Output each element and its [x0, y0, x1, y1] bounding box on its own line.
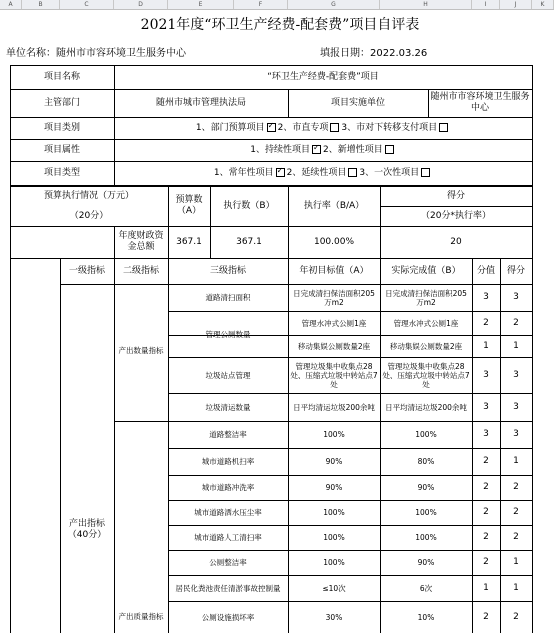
indicator-points[interactable]: 2	[483, 482, 489, 492]
type-opt-3: 3、一次性项目	[359, 167, 420, 178]
indicator-actual[interactable]: 日完成清扫保洁面积205万m2	[385, 288, 467, 307]
project-name-value[interactable]: “环卫生产经费-配套费”项目	[267, 71, 379, 82]
indicator-score[interactable]: 1	[513, 340, 519, 351]
indicator-score[interactable]: 1	[513, 456, 519, 466]
budget-label: 预算执行情况（万元）	[43, 190, 134, 201]
indicator-points[interactable]: 3	[483, 369, 489, 380]
indicator-target[interactable]: 日平均清运垃圾200余吨	[293, 402, 375, 412]
col-header[interactable]: B	[22, 0, 60, 9]
dept-label: 主管部门	[43, 97, 80, 108]
col-header[interactable]: I	[472, 0, 500, 9]
indicator-points[interactable]: 1	[483, 582, 489, 593]
category-opt-1: 1、部门预算项目	[195, 122, 265, 133]
indicator-target[interactable]: 移动集娱公厕数量2座	[297, 341, 371, 351]
indicator-score[interactable]: 2	[513, 317, 519, 328]
score-value[interactable]: 20	[450, 236, 462, 247]
col-header[interactable]: C	[60, 0, 114, 9]
budget-header: 预算数（A）	[175, 195, 203, 216]
indicator-target[interactable]: 30%	[325, 612, 343, 622]
indicator-target[interactable]: 管理水冲式公厕1座	[301, 318, 367, 328]
indicator-target[interactable]: 管理垃圾集中收集点28处、压缩式垃圾中转站点7处	[290, 361, 378, 389]
indicator-score[interactable]: 2	[513, 482, 519, 492]
category-options	[114, 117, 532, 139]
grid-line	[114, 421, 168, 422]
indicator-points[interactable]: 2	[483, 557, 489, 567]
type-options	[114, 161, 532, 185]
attr-opt-2: 2、新增性项目	[323, 144, 383, 155]
budget-value[interactable]: 367.1	[176, 236, 202, 247]
col-header[interactable]: K	[532, 0, 554, 9]
indicator-actual[interactable]: 90%	[417, 483, 435, 492]
indicator-points[interactable]: 3	[483, 429, 489, 439]
indicator-name[interactable]: 垃圾站点管理	[205, 370, 251, 380]
checkbox[interactable]	[276, 168, 285, 177]
score-header: 得分	[446, 190, 465, 201]
rate-value[interactable]: 100.00%	[313, 236, 355, 247]
grid-line	[10, 258, 11, 633]
indicator-points[interactable]: 3	[483, 292, 489, 302]
indicator-name[interactable]: 垃圾清运数量	[205, 402, 251, 412]
grid-line	[114, 258, 115, 633]
score-col-header: 得分	[506, 265, 525, 276]
actual-header: 实际完成值（B）	[391, 265, 461, 276]
indicator-actual[interactable]: 100%	[415, 508, 437, 517]
col-header[interactable]: D	[114, 0, 168, 9]
budget-score-note: （20分）	[69, 210, 109, 221]
indicator-actual[interactable]: 10%	[417, 612, 435, 622]
indicator-score[interactable]: 2	[513, 532, 519, 542]
level2-quantity: 产出数量指标	[118, 345, 164, 355]
indicator-actual[interactable]: 100%	[415, 533, 437, 542]
level3-header: 三级指标	[209, 265, 246, 276]
indicator-points[interactable]: 2	[483, 317, 489, 328]
fill-date: 填报日期：2022.03.26	[320, 48, 428, 59]
indicator-points[interactable]: 2	[483, 456, 489, 466]
fund-total-label: 年度财政资金总额	[118, 231, 164, 252]
grid-line	[532, 65, 533, 633]
indicator-score[interactable]: 3	[513, 369, 519, 380]
col-header[interactable]: J	[500, 0, 532, 9]
checkbox[interactable]	[267, 123, 276, 132]
indicator-points[interactable]: 1	[483, 340, 489, 351]
indicator-name[interactable]: 管理公厕数量	[205, 329, 251, 339]
indicator-actual[interactable]: 100%	[415, 430, 437, 439]
col-header[interactable]: G	[288, 0, 380, 9]
indicator-actual[interactable]: 日平均清运垃圾200余吨	[385, 402, 467, 412]
indicator-score[interactable]: 2	[513, 611, 519, 622]
rate-header: 执行率（B/A）	[303, 200, 365, 211]
grid-line	[60, 258, 61, 633]
indicator-name[interactable]: 城市道路洒水压尘率	[194, 508, 262, 517]
checkbox[interactable]	[421, 168, 430, 177]
category-opt-3: 3、市对下转移支付项目	[341, 122, 438, 133]
type-opt-1: 1、常年性项目	[213, 167, 274, 178]
level1-output: 产出指标（40分）	[67, 519, 107, 540]
type-opt-2: 2、延续性项目	[286, 167, 347, 178]
checkbox[interactable]	[385, 145, 394, 154]
attr-label: 项目属性	[43, 144, 80, 155]
indicator-name[interactable]: 道路整洁率	[209, 430, 247, 439]
attr-options	[114, 139, 532, 161]
type-label: 项目类型	[43, 167, 80, 178]
unit-name: 单位名称：随州市市容环境卫生服务中心	[6, 48, 186, 59]
indicator-score[interactable]: 3	[513, 429, 519, 439]
indicator-name[interactable]: 城市道路人工清扫率	[194, 533, 262, 542]
exec-header: 执行数（B）	[223, 200, 275, 211]
indicator-score[interactable]: 3	[513, 401, 519, 412]
indicator-points[interactable]: 2	[483, 611, 489, 622]
page-title: 2021年度“环卫生产经费-配套费”项目自评表	[140, 16, 420, 33]
indicator-name[interactable]: 公厕设施损坏率	[201, 612, 255, 622]
indicator-points[interactable]: 2	[483, 507, 489, 517]
target-header: 年初目标值（A）	[299, 265, 369, 276]
level2-quality: 产出质量指标	[118, 612, 164, 621]
checkbox[interactable]	[312, 145, 321, 154]
column-header-bar	[0, 0, 554, 10]
level2-header: 二级指标	[122, 265, 159, 276]
indicator-target[interactable]: ≤10次	[322, 583, 346, 593]
indicator-points[interactable]: 3	[483, 401, 489, 412]
dept-value[interactable]: 随州市城市管理执法局	[155, 97, 246, 108]
category-opt-2: 2、市直专项	[277, 122, 329, 133]
indicator-name[interactable]: 居民化粪池责任清淤事故控制量	[175, 583, 281, 593]
indicator-actual[interactable]: 90%	[417, 558, 435, 567]
indicator-actual[interactable]: 移动集娱公厕数量2座	[389, 341, 463, 351]
indicator-points[interactable]: 2	[483, 532, 489, 542]
impl-label: 项目实施单位	[330, 97, 385, 108]
indicator-actual[interactable]: 管理水冲式公厕1座	[393, 318, 459, 328]
indicator-target[interactable]: 90%	[325, 483, 343, 492]
indicator-target[interactable]: 100%	[323, 508, 345, 517]
col-header[interactable]: H	[380, 0, 472, 9]
indicator-name[interactable]: 公厕整洁率	[209, 558, 247, 567]
col-header[interactable]: A	[0, 0, 22, 9]
col-header[interactable]: F	[234, 0, 288, 9]
indicator-name[interactable]: 道路清扫面积	[205, 293, 251, 302]
points-header: 分值	[476, 265, 495, 276]
checkbox[interactable]	[330, 123, 339, 132]
checkbox[interactable]	[439, 123, 448, 132]
impl-value[interactable]: 随州市市容环境卫生服务中心	[430, 92, 530, 113]
indicator-target[interactable]: 90%	[325, 457, 343, 466]
indicator-name[interactable]: 城市道路冲洗率	[201, 483, 255, 492]
indicator-name[interactable]: 城市道路机扫率	[201, 457, 255, 466]
indicator-score[interactable]: 3	[513, 292, 519, 302]
indicator-target[interactable]: 100%	[323, 558, 345, 567]
indicator-actual[interactable]: 管理垃圾集中收集点28处、压缩式垃圾中转站点7处	[382, 361, 470, 389]
indicator-target[interactable]: 日完成清扫保洁面积205万m2	[293, 288, 375, 307]
indicator-actual[interactable]: 6次	[419, 583, 433, 593]
level1-header: 一级指标	[68, 265, 105, 276]
indicator-score[interactable]: 1	[513, 557, 519, 567]
exec-value[interactable]: 367.1	[236, 236, 262, 247]
score-header-note: （20分*执行率）	[421, 210, 491, 221]
attr-opt-1: 1、持续性项目	[250, 144, 310, 155]
indicator-target[interactable]: 100%	[323, 533, 345, 542]
indicator-target[interactable]: 100%	[323, 430, 345, 439]
indicator-score[interactable]: 1	[513, 582, 519, 593]
checkbox[interactable]	[348, 168, 357, 177]
col-header[interactable]: E	[168, 0, 234, 9]
indicator-actual[interactable]: 80%	[417, 457, 435, 466]
project-name-label: 项目名称	[43, 71, 80, 82]
category-label: 项目类别	[43, 122, 80, 133]
indicator-score[interactable]: 2	[513, 507, 519, 517]
